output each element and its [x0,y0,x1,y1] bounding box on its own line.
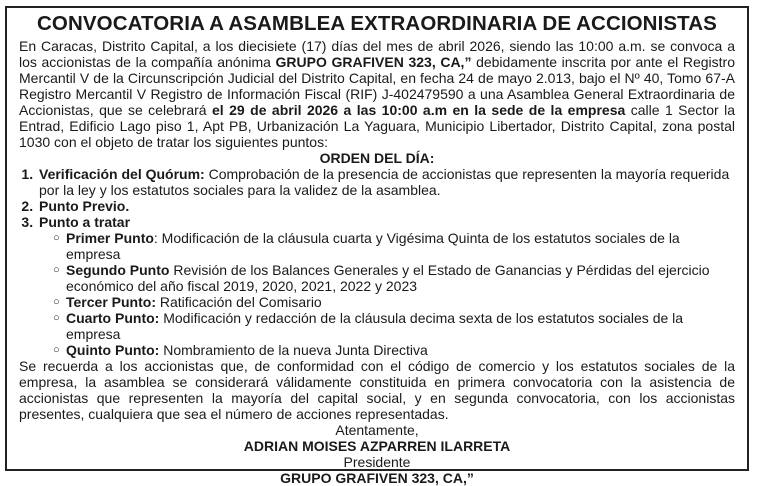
agenda-item-tratar [37,214,735,358]
intro-paragraph [19,38,735,150]
subpoint-text: Revisión de los Balances Generales y el Estado de Ganancias y Pérdidas del ejercicio económico del año fiscal 2019, 2020, 2021, 2022 y 2023 [66,262,710,294]
notice-box [5,6,749,486]
intro-text-2: debidamente inscrita por ante el Registro Mercantil V de la Circunscripción Judicial del Distrito Capital, en fecha 24 de mayo 2.013, bajo el Nº 40, Tomo 67-A Registro Mercantil V Registro de Información Fiscal (RIF) J-402479590 a una Asamblea General Extraordinaria de Accionistas, que se celebrará [19,54,735,118]
intro-text-3: calle 1 Sector la Entrad, Edificio Lago piso 1, Apt PB, Urbanización La Yaguara, Municipio Libertador, Distrito Capital, zona postal 1030 con el objeto de tratar los siguientes puntos: [19,102,735,150]
subpoint-label: Cuarto Punto: [66,310,160,326]
subpoint-label: Primer Punto [66,230,154,246]
intro-text-1: En Caracas, Distrito Capital, a los diecisiete (17) días del mes de abril 2026, siendo las 10:00 a.m. se convoca a los accionistas de la compañía anónima [19,38,735,70]
subpoint-cuarto [55,310,735,342]
signatory-name: ADRIAN MOISES AZPARREN ILARRETA [243,438,511,454]
agenda-item-label: Punto a tratar [39,214,131,230]
subpoint-text: : Modificación de la cláusula cuarta y Vigésima Quinta de los estatutos sociales de la empresa [66,230,680,262]
company-name: GRUPO GRAFIVEN 323, CA,” [275,54,472,70]
meeting-datetime: el 29 de abril 2026 a las 10:00 a.m en la sede de la empresa [212,102,626,118]
agenda-item-previo [37,198,735,214]
subpoint-label: Quinto Punto: [66,342,160,358]
subpoint-label: Segundo Punto [66,262,170,278]
subpoint-text: Modificación y redacción de la cláusula decima sexta de los estatutos sociales de la empresa [66,310,684,342]
subpoint-primer [55,230,735,262]
subpoint-list [39,230,735,358]
subpoint-segundo [55,262,735,294]
agenda-item-quorum [37,166,735,198]
subpoint-tercer [55,294,735,310]
subpoint-text: Ratificación del Comisario [155,294,322,310]
agenda-item-label: Punto Previo. [39,198,130,214]
agenda-item-label: Verificación del Quórum: [39,166,205,182]
agenda-item-text: Comprobación de la presencia de accionistas que representen la mayoría requerida por la ley y los estatutos sociales para la validez de la asamblea. [39,166,730,198]
signature-salutation: Atentamente, [335,422,419,438]
notice-title: CONVOCATORIA A ASAMBLEA EXTRAORDINARIA DE ACCIONISTAS [37,12,717,35]
signature-company: GRUPO GRAFIVEN 323, CA,” [280,470,474,486]
agenda-heading: ORDEN DEL DÍA: [319,150,435,166]
signatory-role: Presidente [343,454,411,470]
closing-paragraph: Se recuerda a los accionistas que, de conformidad con el código de comercio y los estatutos sociales de la empresa, la asamblea se considerará válidamente constituida en primera convocatoria con la asistencia de accionistas que representen la mayoría del capital social, y en segunda convocatoria, con los accionistas presentes, cualquiera que sea el número de acciones representadas. [19,358,735,422]
subpoint-label: Tercer Punto: [66,294,156,310]
subpoint-text: Nombramiento de la nueva Junta Directiva [159,342,428,358]
agenda-list [19,166,735,358]
subpoint-quinto [55,342,735,358]
